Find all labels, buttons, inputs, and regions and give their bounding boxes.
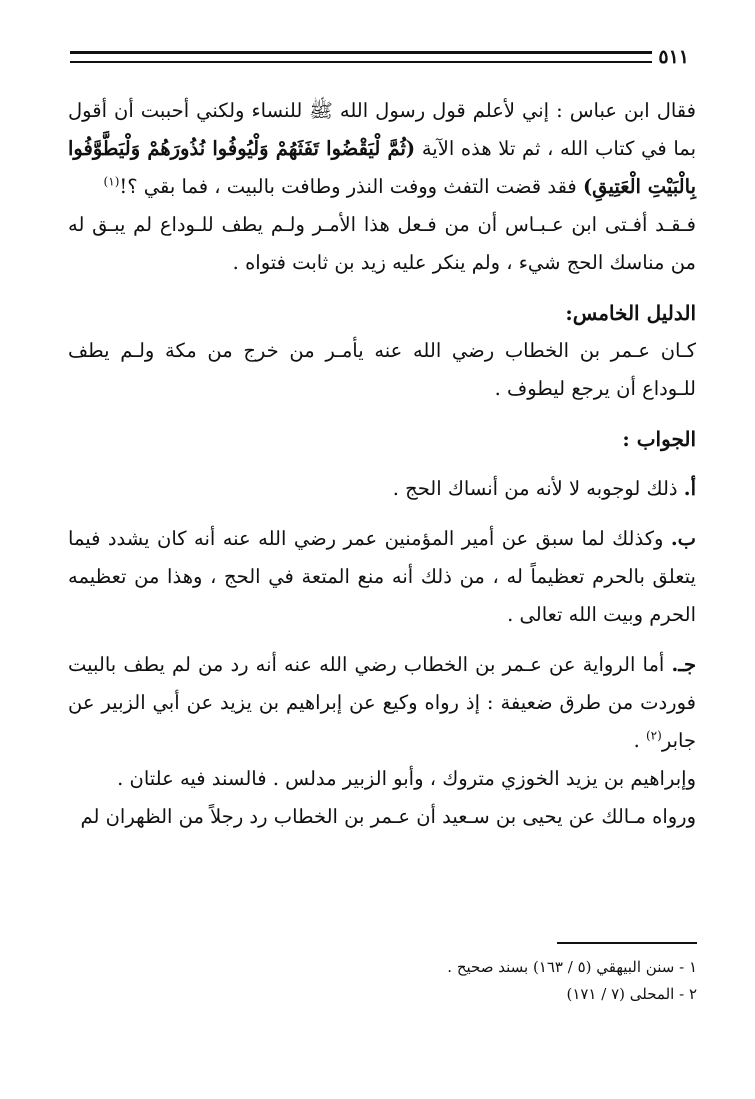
paragraph-ibn-abbas: فقال ابن عباس : إني لأعلم قول رسول الله ﷺ للنساء ولكني أحببت أن أقول بما في كتاب الله ، ثم تلا هذه الآية (ثُمَّ لْيَقْضُوا تَفَثَهُمْ وَلْيُوفُوا نُذُورَهُمْ وَلْيَطَّوَّفُوا بِالْبَيْتِ الْعَتِيقِ) فقد قضت التفث ووفت النذر وطافت بالبيت ، فما بقي ؟!$^{(١)}$ [68,99,697,198]
page-header [70,42,695,72]
footnote-ref-1[interactable]: (١) [103,174,120,189]
paragraph-umar-order: كـان عـمر بن الخطاب رضي الله عنه يأمـر من خرج من مكة ولـم يطف للـوداع أن يرجع ليطوف . [68,339,696,400]
answer-c-label: جـ. [671,653,696,676]
footnotes [97,954,697,1008]
paragraph-ibn-abbas-fatwa: فـقـد أفـتى ابن عـبـاس أن من فـعل هذا الأمـر ولـم يطف للـوداع لم يبـق له من مناسك الحج شيء ، ولم ينكر عليه زيد بن ثابت فتواه . [68,213,696,274]
header-rule [70,51,652,63]
answer-a: أ. ذلك لوجوبه لا لأنه من أنساك الحج . [392,477,696,500]
answer-c: جـ. أما الرواية عن عـمر بن الخطاب رضي الله عنه أنه رد من لم يطف بالبيت فوردت من طرق ضعيفة : إذ رواه وكيع عن إبراهيم بن يزيد عن أبي الزبير عن جابر$^{(٢)}$ . [68,653,696,752]
main-text [68,92,696,836]
footnote-divider [557,942,697,944]
page-number: ٥١١ [658,45,689,68]
answer-b: ب. وكذلك لما سبق عن أمير المؤمنين عمر رضي الله عنه أنه كان يشدد فيما يتعلق بالحرم تعظيماً له ، من ذلك أنه منع المتعة في الحج ، وهذا من تعظيمه الحرم وبيت الله تعالى . [68,527,696,626]
quran-verse: (ثُمَّ لْيَقْضُوا تَفَثَهُمْ وَلْيُوفُوا نُذُورَهُمْ وَلْيَطَّوَّفُوا بِالْبَيْتِ الْعَتِيقِ) [68,137,696,198]
heading-fifth-evidence: الدليل الخامس: [565,301,696,325]
answer-b-label: ب. [670,527,696,550]
paragraph-ibrahim: وإبراهيم بن يزيد الخوزي متروك ، وأبو الزبير مدلس . فالسند فيه علتان . [117,767,696,790]
footnote-1: ١ - سنن البيهقي (٥ / ١٦٣) بسند صحيح . [447,958,697,976]
answer-a-label: أ. [683,477,696,500]
footnote-ref-2[interactable]: (٢) [645,728,662,743]
footnote-2: ٢ - المحلى (٧ / ١٧١) [566,985,697,1003]
heading-answer: الجواب : [622,427,696,451]
paragraph-malik: ورواه مـالك عن يحيى بن سـعيد أن عـمر بن الخطاب رد رجلاً من الظهران لم [80,805,696,828]
